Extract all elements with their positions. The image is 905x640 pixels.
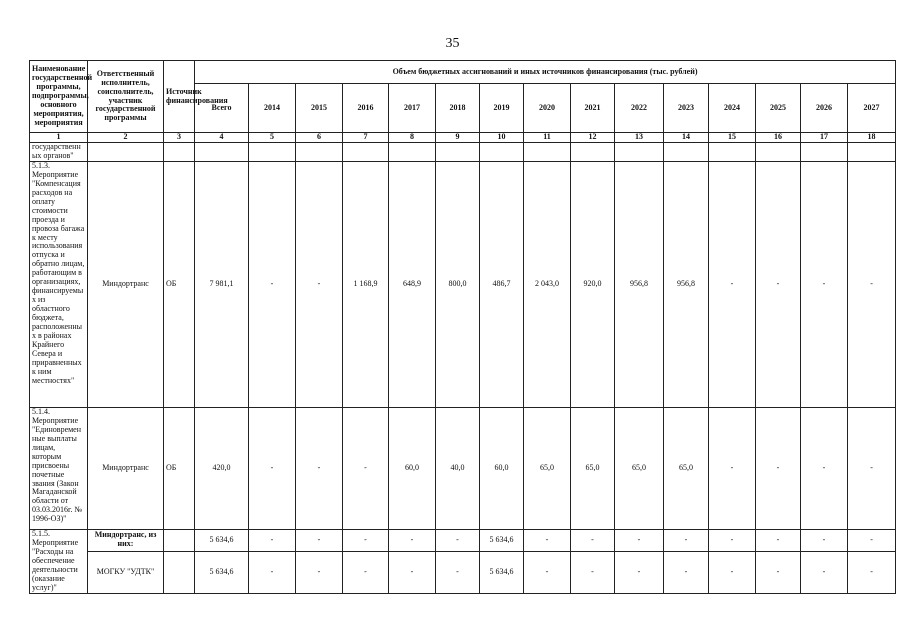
cell-value: - xyxy=(436,529,480,551)
cell-name: государственных органов" xyxy=(30,143,88,162)
header-year: 2015 xyxy=(296,84,343,133)
header-year: 2017 xyxy=(389,84,436,133)
cell-value xyxy=(664,143,709,162)
cell-responsible: Миндортранс xyxy=(88,407,164,529)
cell-source: ОБ xyxy=(164,161,195,407)
cell-value: - xyxy=(664,529,709,551)
header-year: 2018 xyxy=(436,84,480,133)
cell-value: - xyxy=(296,407,343,529)
cell-value: - xyxy=(343,529,389,551)
cell-value: - xyxy=(848,407,896,529)
column-number: 2 xyxy=(88,133,164,143)
cell-value: - xyxy=(848,551,896,593)
page-number: 35 xyxy=(445,36,460,51)
cell-name: 5.1.5. Мероприятие "Расходы на обеспечение деятельности (оказание услуг)" xyxy=(30,529,88,593)
cell-value: - xyxy=(756,161,801,407)
header-year: 2022 xyxy=(615,84,664,133)
header-total: Всего xyxy=(195,84,249,133)
column-number: 6 xyxy=(296,133,343,143)
cell-value: - xyxy=(801,551,848,593)
cell-source xyxy=(164,551,195,593)
cell-value: - xyxy=(848,529,896,551)
header-responsible: Ответственный исполнитель, соисполнитель, участник государственной программы xyxy=(88,61,164,133)
cell-value: - xyxy=(801,407,848,529)
cell-value xyxy=(389,143,436,162)
cell-value: - xyxy=(524,529,571,551)
header-year: 2023 xyxy=(664,84,709,133)
column-number: 14 xyxy=(664,133,709,143)
column-number: 1 xyxy=(30,133,88,143)
cell-value: - xyxy=(801,161,848,407)
column-number: 4 xyxy=(195,133,249,143)
cell-value: 486,7 xyxy=(480,161,524,407)
cell-total: 7 981,1 xyxy=(195,161,249,407)
cell-value xyxy=(249,143,296,162)
cell-value: 5 634,6 xyxy=(480,551,524,593)
header-year: 2026 xyxy=(801,84,848,133)
table-row xyxy=(30,551,896,593)
cell-total: 5 634,6 xyxy=(195,551,249,593)
header-year: 2019 xyxy=(480,84,524,133)
header-year: 2027 xyxy=(848,84,896,133)
cell-value xyxy=(709,143,756,162)
cell-value: - xyxy=(709,161,756,407)
cell-total: 420,0 xyxy=(195,407,249,529)
cell-source xyxy=(164,143,195,162)
cell-value: - xyxy=(296,551,343,593)
cell-responsible xyxy=(88,143,164,162)
cell-value xyxy=(571,143,615,162)
column-number: 10 xyxy=(480,133,524,143)
column-number: 12 xyxy=(571,133,615,143)
header-name: Наименование государственной программы, подпрограммы, основного мероприятия, мероприятия xyxy=(30,61,88,133)
cell-value xyxy=(801,143,848,162)
cell-value: 920,0 xyxy=(571,161,615,407)
cell-value: 60,0 xyxy=(389,407,436,529)
cell-value: - xyxy=(436,551,480,593)
column-number: 18 xyxy=(848,133,896,143)
header-source: Источник финансирования xyxy=(164,61,195,133)
cell-value: 648,9 xyxy=(389,161,436,407)
column-number: 7 xyxy=(343,133,389,143)
cell-value: - xyxy=(571,529,615,551)
column-number: 3 xyxy=(164,133,195,143)
cell-value: - xyxy=(249,161,296,407)
header-year: 2021 xyxy=(571,84,615,133)
column-number: 11 xyxy=(524,133,571,143)
cell-value: 1 168,9 xyxy=(343,161,389,407)
column-number: 9 xyxy=(436,133,480,143)
cell-value: 800,0 xyxy=(436,161,480,407)
cell-value: - xyxy=(249,529,296,551)
cell-name: 5.1.3. Мероприятие "Компенсация расходов на оплату стоимости проезда и провоза багажа к месту использования отпуска и обратно лицам, работающим в организациях, финансируемых из областного бюджета, расположенных в районах Крайнего Севера и приравненных к ним местностях" xyxy=(30,161,88,407)
cell-source: ОБ xyxy=(164,407,195,529)
cell-value: 2 043,0 xyxy=(524,161,571,407)
cell-total: 5 634,6 xyxy=(195,529,249,551)
cell-source xyxy=(164,529,195,551)
cell-value: - xyxy=(756,529,801,551)
cell-responsible: Миндортранс, из них: xyxy=(88,529,164,551)
cell-value: - xyxy=(664,551,709,593)
cell-value: - xyxy=(524,551,571,593)
cell-value: - xyxy=(709,551,756,593)
column-number: 8 xyxy=(389,133,436,143)
cell-value xyxy=(480,143,524,162)
cell-value xyxy=(343,143,389,162)
cell-value: 40,0 xyxy=(436,407,480,529)
cell-value: 60,0 xyxy=(480,407,524,529)
cell-value xyxy=(615,143,664,162)
cell-value: - xyxy=(756,407,801,529)
cell-value: - xyxy=(249,551,296,593)
cell-value: 65,0 xyxy=(615,407,664,529)
cell-responsible: МОГКУ "УДТК" xyxy=(88,551,164,593)
cell-value: - xyxy=(571,551,615,593)
header-year: 2024 xyxy=(709,84,756,133)
cell-value xyxy=(848,143,896,162)
cell-value: - xyxy=(709,529,756,551)
header-funding-group: Объем бюджетных ассигнований и иных источников финансирования (тыс. рублей) xyxy=(195,61,896,84)
column-number: 5 xyxy=(249,133,296,143)
budget-table xyxy=(29,60,896,594)
cell-value: 65,0 xyxy=(571,407,615,529)
cell-value: 956,8 xyxy=(664,161,709,407)
cell-value: - xyxy=(389,551,436,593)
cell-value: 65,0 xyxy=(524,407,571,529)
cell-value: - xyxy=(249,407,296,529)
table-row xyxy=(30,143,896,162)
cell-value xyxy=(296,143,343,162)
column-number: 16 xyxy=(756,133,801,143)
table-row xyxy=(30,407,896,529)
cell-value xyxy=(756,143,801,162)
header-year: 2025 xyxy=(756,84,801,133)
header-year: 2014 xyxy=(249,84,296,133)
cell-value: - xyxy=(801,529,848,551)
column-number: 15 xyxy=(709,133,756,143)
header-year: 2020 xyxy=(524,84,571,133)
cell-value: - xyxy=(343,551,389,593)
cell-name: 5.1.4. Мероприятие "Единовременные выплаты лицам, которым присвоены почетные звания (Закон Магаданской области от 03.03.2016г. № 1996-ОЗ)" xyxy=(30,407,88,529)
cell-value: - xyxy=(615,529,664,551)
cell-value: - xyxy=(389,529,436,551)
cell-value: - xyxy=(296,529,343,551)
cell-value: - xyxy=(343,407,389,529)
column-number-row xyxy=(30,133,896,143)
cell-value: - xyxy=(756,551,801,593)
table-row xyxy=(30,161,896,407)
column-number: 13 xyxy=(615,133,664,143)
cell-value: 956,8 xyxy=(615,161,664,407)
header-year: 2016 xyxy=(343,84,389,133)
cell-value: - xyxy=(296,161,343,407)
column-number: 17 xyxy=(801,133,848,143)
cell-value: - xyxy=(709,407,756,529)
cell-value: 65,0 xyxy=(664,407,709,529)
cell-value xyxy=(524,143,571,162)
cell-value: 5 634,6 xyxy=(480,529,524,551)
cell-value: - xyxy=(848,161,896,407)
cell-value xyxy=(436,143,480,162)
cell-total xyxy=(195,143,249,162)
cell-value: - xyxy=(615,551,664,593)
table-row xyxy=(30,529,896,551)
cell-responsible: Миндортранс xyxy=(88,161,164,407)
